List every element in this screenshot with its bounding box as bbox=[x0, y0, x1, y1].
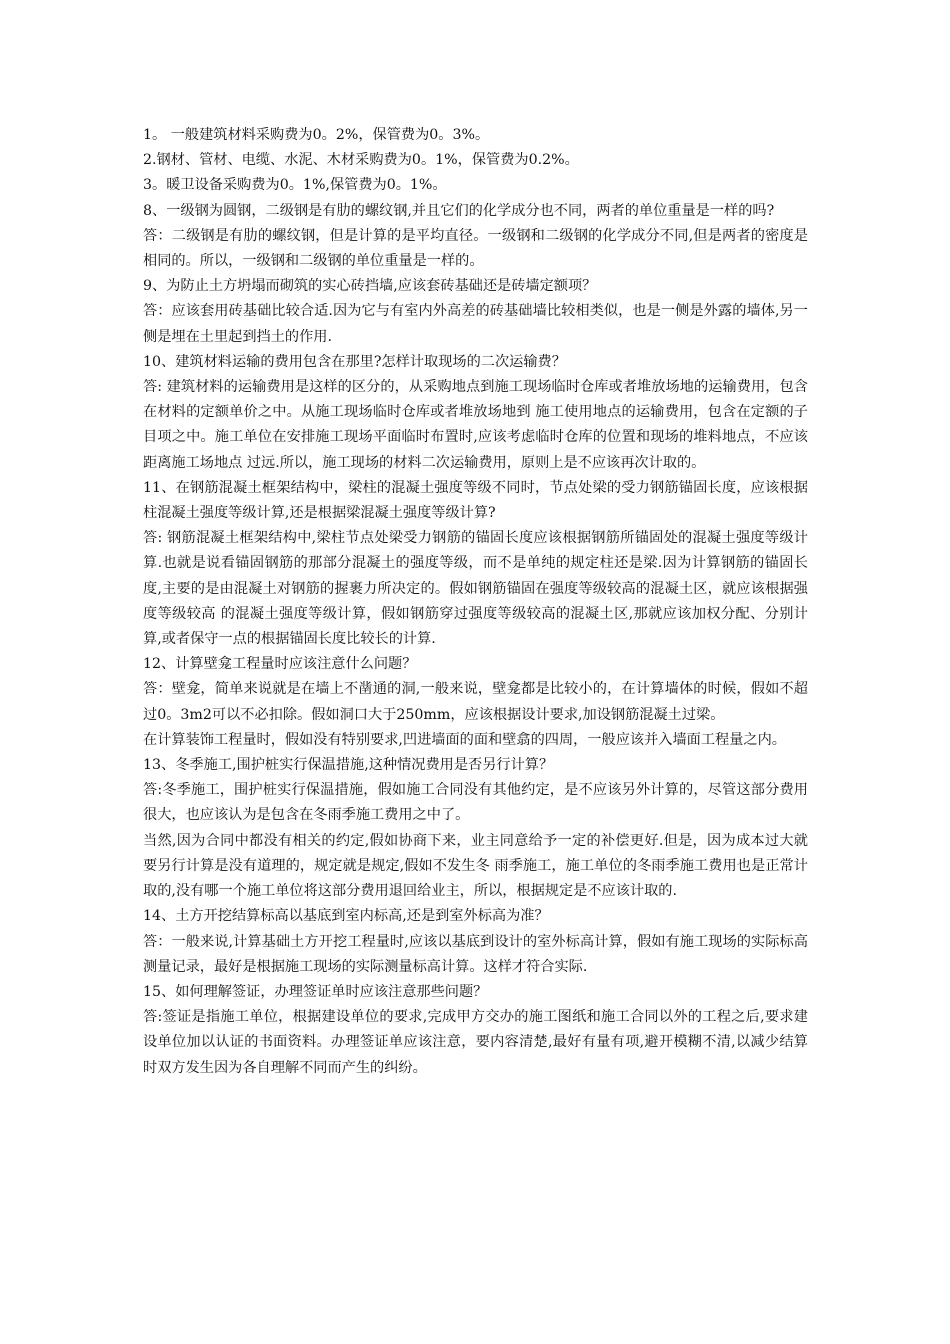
answer-8: 答：二级钢是有肋的螺纹钢，但是计算的是平均直径。一级钢和二级钢的化学成分不同,但是两者的密度是相同的。所以，一级钢和二级钢的单位重量是一样的。 bbox=[143, 227, 808, 270]
question-14: 14、土方开挖结算标高以基底到室内标高,还是到室外标高为准？ bbox=[143, 908, 549, 925]
question-11: 11、在钢筋混凝土框架结构中，梁柱的混凝土强度等级不同时，节点处梁的受力钢筋锚固长度，应该根据柱混凝土强度等级计算,还是根据梁混凝土强度等级计算? bbox=[143, 479, 808, 522]
question-8: 8、一级钢为圆钢，二级钢是有肋的螺纹钢,并且它们的化学成分也不同，两者的单位重量是一样的吗? bbox=[143, 202, 775, 219]
question-15: 15、如何理解签证，办理签证单时应该注意那些问题？ bbox=[143, 983, 488, 1000]
answer-15: 答:签证是指施工单位，根据建设单位的要求,完成甲方交办的施工图纸和施工合同以外的工程之后,要求建设单位加以认证的书面资料。办理签证单应该注意，要内容清楚,最好有量有项,避开模糊不清,以减少结算时双方发生因为各自理解不同而产生的纠纷。 bbox=[143, 1009, 808, 1076]
paragraph-2: 2.钢材、管材、电缆、水泥、木材采购费为0。1%，保管费为0.2%。 bbox=[143, 152, 579, 169]
answer-12-continued: 在计算装饰工程量时，假如没有特别要求,凹进墙面的面和壁翕的四周，一般应该并入墙面工程量之内。 bbox=[143, 731, 786, 748]
answer-11: 答: 钢筋混凝土框架结构中,梁柱节点处梁受力钢筋的锚固长度应该根据钢筋所锚固处的混凝土强度等级计算.也就是说看锚固钢筋的那部分混凝土的强度等级，而不是单纯的规定柱还是梁.因为计算钢筋的锚固长度,主要的是由混凝土对钢筋的握裹力所决定的。假如钢筋锚固在强度等级较高的混凝土区，就应该根据强度等级较高 的混凝土强度等级计算，假如钢筋穿过强度等级较高的混凝土区,那就应该加权分配、分别计算,或者保守一点的根据锚固长度比较长的计算. bbox=[143, 530, 808, 648]
answer-13: 答:冬季施工，围护桩实行保温措施，假如施工合同没有其他约定，是不应该另外计算的，尽管这部分费用很大，也应该认为是包含在冬雨季施工费用之中了。 bbox=[143, 782, 808, 824]
question-10: 10、建筑材料运输的费用包含在那里?怎样计取现场的二次运输费？ bbox=[143, 353, 566, 370]
answer-10: 答: 建筑材料的运输费用是这样的区分的，从采购地点到施工现场临时仓库或者堆放场地的运输费用，包含在材料的定额单价之中。从施工现场临时仓库或者堆放场地到 施工使用地点的运输费用，包含在定额的子目项之中。施工单位在安排施工现场平面临时布置时,应该考虑临时仓库的位置和现场的堆料地点，不应该距离施工场地点 过远.所以，施工现场的材料二次运输费用，原则上是不应该再次计取的。 bbox=[143, 379, 808, 471]
document-body bbox=[143, 123, 808, 1081]
question-9: 9、为防止土方坍塌而砌筑的实心砖挡墙,应该套砖基础还是砖墙定额项？ bbox=[143, 278, 597, 295]
answer-14: 答：一般来说,计算基础土方开挖工程量时,应该以基底到设计的室外标高计算，假如有施工现场的实际标高测量记录，最好是根据施工现场的实际测量标高计算。这样才符合实际. bbox=[143, 933, 808, 975]
answer-9: 答：应该套用砖基础比较合适.因为它与有室内外高差的砖基础墙比较相类似，也是一侧是外露的墙体,另一侧是埋在土里起到挡土的作用. bbox=[143, 303, 808, 345]
question-12: 12、计算壁龛工程量时应该注意什么问题？ bbox=[143, 656, 417, 673]
question-13: 13、冬季施工,围护桩实行保温措施,这种情况费用是否另行计算？ bbox=[143, 757, 554, 774]
answer-13-continued: 当然,因为合同中都没有相关的约定,假如协商下来，业主同意给予一定的补偿更好.但是，因为成本过大就要另行计算是没有道理的，规定就是规定,假如不发生冬 雨季施工，施工单位的冬雨季施工费用也是正常计取的,没有哪一个施工单位将这部分费用退回给业主，所以，根据规定是不应该计取的. bbox=[143, 832, 808, 900]
answer-12: 答：壁龛，简单来说就是在墙上不凿通的洞,一般来说，壁龛都是比较小的，在计算墙体的时候，假如不超过0。3m2可以不必扣除。假如洞口大于250mm，应该根据设计要求,加设钢筋混凝土过梁。 bbox=[143, 681, 808, 723]
paragraph-3: 3。暖卫设备采购费为0。1%,保管费为0。1%。 bbox=[143, 177, 447, 194]
paragraph-1: 1。 一般建筑材料采购费为0。2%，保管费为0。3%。 bbox=[143, 127, 490, 143]
